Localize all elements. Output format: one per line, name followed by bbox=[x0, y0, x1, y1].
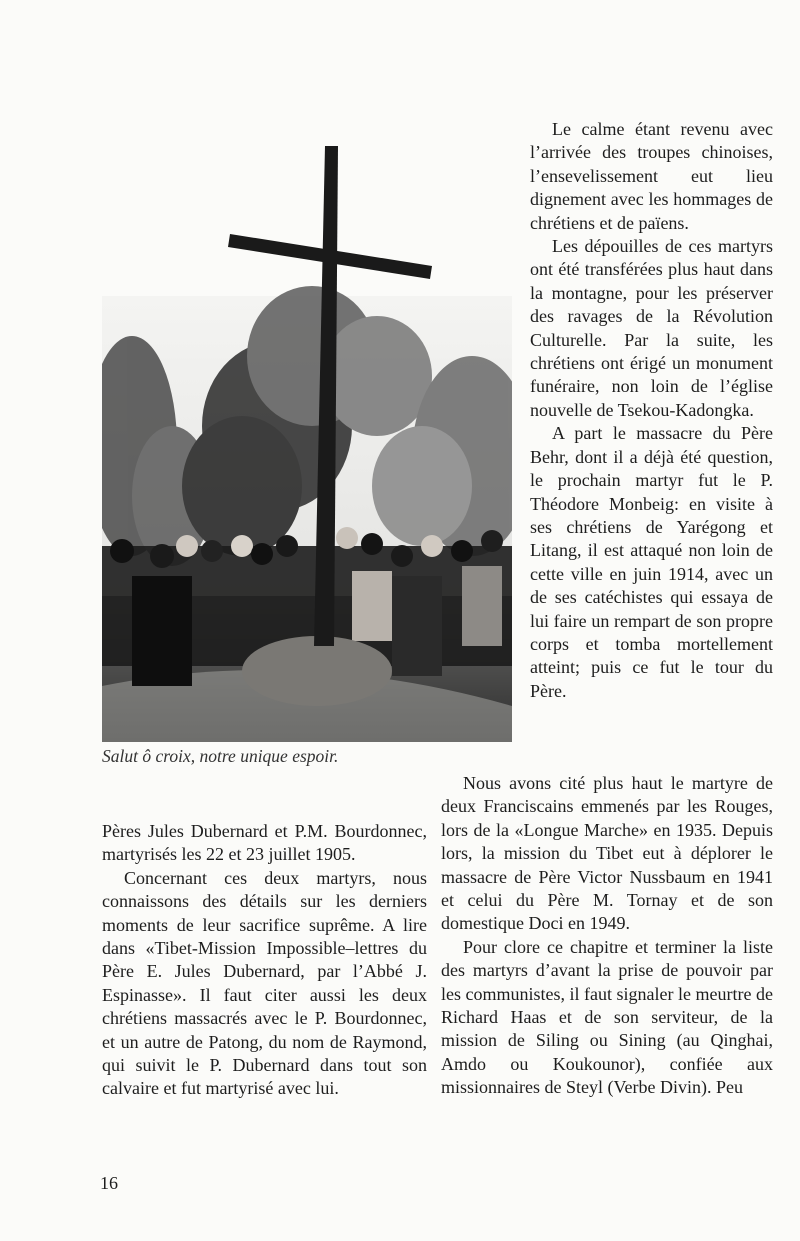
paragraph: Les dépouilles de ces martyrs ont été transférées plus haut dans la montagne, pour les préserver des ravages de la Révolution Culturelle. Par la suite, les chrétiens ont érigé un monument funéraire, non loin de l’église nouvelle de Tsekou-Kadongka. bbox=[530, 236, 773, 420]
left-column-text bbox=[102, 820, 427, 1101]
paragraph: A part le massacre du Père Behr, dont il a déjà été question, le prochain martyr fut le P. Théodore Monbeig: en visite à ses chrétiens de Yarégong et Litang, il est attaqué non loin de cette ville en juin 1914, avec un de ses catéchistes qui essaya de lui faire un rempart de son propre corps et tomba mortellement atteint; puis ce fut le tour du Père. bbox=[530, 423, 773, 701]
paragraph: Pères Jules Dubernard et P.M. Bourdonnec, martyrisés les 22 et 23 juillet 1905. bbox=[102, 821, 427, 865]
right-column-bottom-text bbox=[441, 772, 773, 1100]
page-number: 16 bbox=[100, 1173, 118, 1193]
paragraph: Pour clore ce chapitre et terminer la liste des martyrs d’avant la prise de pouvoir par les communistes, il faut signaler le meurtre de Richard Haas et de son serviteur, de la mission de Siling ou Sining (au Qinghai, Amdo ou Koukounor), confiée aux missionnaires de Steyl (Verbe Divin). Peu bbox=[441, 936, 773, 1098]
right-column-top-text bbox=[530, 118, 773, 703]
paragraph: Concernant ces deux martyrs, nous connaissons des détails sur les derniers moments de leur sacrifice suprême. A lire dans «Tibet-Mission Impossible–lettres du Père E. Jules Dubernard, par l’Abbé J. Espinasse». Il faut citer aussi les deux chrétiens massacrés avec le P. Bourdonnec, et un autre de Patong, du nom de Raymond, qui suivit le P. Dubernard dans tout son calvaire et fut martyrisé avec lui. bbox=[102, 867, 427, 1099]
cross-photo-illustration bbox=[102, 126, 512, 742]
rock-mound bbox=[242, 636, 392, 706]
photo-caption: Salut ô croix, notre unique espoir. bbox=[102, 746, 339, 766]
paragraph: Le calme étant revenu avec l’arrivée des troupes chinoises, l’ensevelissement eut lieu dignement avec les hommages de chrétiens et de païens. bbox=[530, 119, 773, 233]
cross-photograph bbox=[102, 126, 512, 742]
paragraph: Nous avons cité plus haut le martyre de deux Franciscains emmenés par les Rouges, lors de la «Longue Marche» en 1935. Depuis lors, la mission du Tibet eut à déplorer le massacre de Père Victor Nussbaum en 1941 et celui du Père M. Tornay et de son domestique Doci en 1949. bbox=[441, 773, 773, 934]
